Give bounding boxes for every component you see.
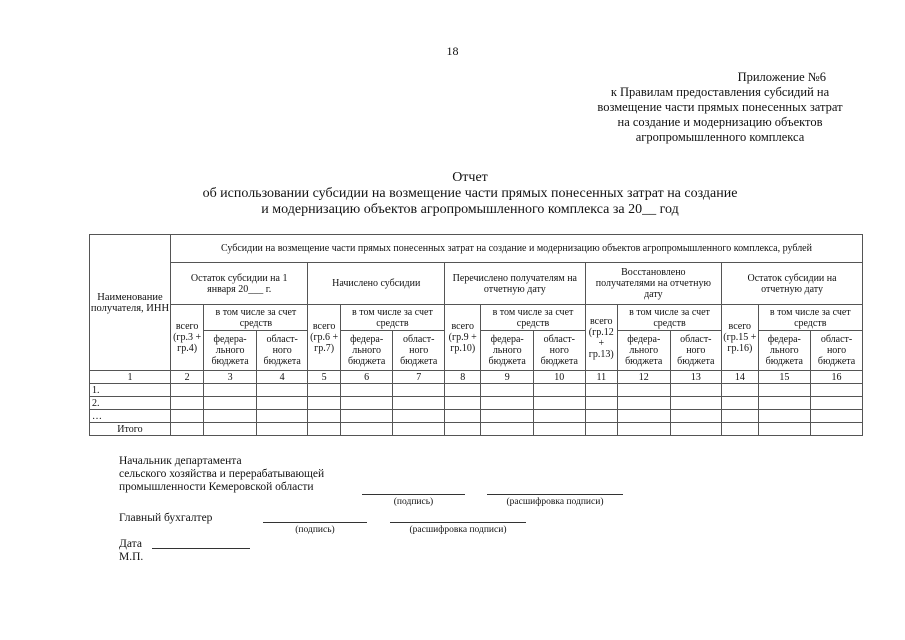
accountant-signature-line (263, 522, 367, 523)
head-signature-caption: (подпись) (393, 497, 434, 507)
header-total: всего (гр.3 + гр.4) (170, 305, 203, 371)
head-title-line: промышленности Кемеровской области (119, 481, 314, 493)
header-federal: федера- льного бюджета (340, 331, 393, 371)
column-number: 2 (170, 371, 203, 384)
appendix-line: агропромышленного комплекса (635, 130, 805, 144)
header-total: всего (гр.6 + гр.7) (308, 305, 340, 371)
appendix-title: Приложение №6 (737, 70, 826, 84)
report-subtitle-line: об использовании субсидии на возмещение части прямых понесенных затрат на создание (202, 186, 738, 201)
accountant-decoding-line (390, 522, 526, 523)
column-number: 1 (90, 371, 171, 384)
column-number: 10 (534, 371, 586, 384)
column-number: 12 (617, 371, 670, 384)
report-title: Отчет (452, 170, 488, 185)
head-signature-line (362, 494, 465, 495)
head-title-line: Начальник департамента (119, 455, 242, 467)
header-including: в том числе за счет средств (340, 305, 444, 331)
report-title-block (120, 170, 820, 218)
column-number: 11 (585, 371, 617, 384)
head-title-line: сельского хозяйства и перерабатывающей (119, 468, 325, 480)
row-label: … (90, 410, 171, 423)
column-number: 15 (758, 371, 811, 384)
column-number: 9 (481, 371, 534, 384)
header-total: всего (гр.9 + гр.10) (445, 305, 481, 371)
total-label: Итого (90, 423, 171, 436)
row-label: 1. (90, 384, 171, 397)
column-number: 14 (722, 371, 758, 384)
total-row (90, 423, 863, 436)
header-group-4: Восстановлено получателями на отчетную дату (585, 263, 722, 305)
header-including: в том числе за счет средств (758, 305, 862, 331)
row-label: 2. (90, 397, 171, 410)
column-number: 7 (393, 371, 445, 384)
column-number: 3 (204, 371, 257, 384)
column-number: 6 (340, 371, 393, 384)
report-subtitle-line: и модернизацию объектов агропромышленного комплекса за 20__ год (261, 202, 679, 217)
header-total: всего (гр.15 + гр.16) (722, 305, 758, 371)
header-subsidy-super: Субсидии на возмещение части прямых понесенных затрат на создание и модернизацию объектов агропромышленного комплекса, рублей (170, 235, 862, 263)
subsidy-report-table (89, 234, 863, 436)
accountant-label: Главный бухгалтер (119, 512, 213, 524)
appendix-line: к Правилам предоставления субсидий на (610, 85, 830, 99)
accountant-decoding-caption: (расшифровка подписи) (409, 525, 507, 535)
table-row (90, 410, 863, 423)
column-number: 5 (308, 371, 340, 384)
date-line (152, 548, 250, 549)
header-group-3: Перечислено получателям на отчетную дату (445, 263, 586, 305)
header-regional: област- ного бюджета (256, 331, 308, 371)
header-federal: федера- льного бюджета (758, 331, 811, 371)
accountant-signature-caption: (подпись) (295, 525, 335, 535)
header-recipient: Наименование получателя, ИНН (90, 235, 171, 371)
column-number: 8 (445, 371, 481, 384)
header-including: в том числе за счет средств (481, 305, 585, 331)
header-group-1: Остаток субсидии на 1 января 20___ г. (170, 263, 308, 305)
column-number-row (90, 371, 863, 384)
header-federal: федера- льного бюджета (204, 331, 257, 371)
head-decoding-caption: (расшифровка подписи) (506, 497, 604, 507)
stamp-label: М.П. (119, 551, 144, 563)
header-regional: област- ного бюджета (534, 331, 586, 371)
header-regional: област- ного бюджета (811, 331, 863, 371)
column-number: 16 (811, 371, 863, 384)
header-including: в том числе за счет средств (204, 305, 308, 331)
page-number: 18 (446, 44, 459, 58)
date-label: Дата (119, 538, 142, 550)
header-federal: федера- льного бюджета (617, 331, 670, 371)
appendix-block (560, 70, 880, 145)
header-group-2: Начислено субсидии (308, 263, 445, 305)
header-group-5: Остаток субсидии на отчетную дату (722, 263, 863, 305)
column-number: 4 (256, 371, 308, 384)
appendix-line: на создание и модернизацию объектов (617, 115, 823, 129)
header-regional: област- ного бюджета (670, 331, 722, 371)
header-regional: област- ного бюджета (393, 331, 445, 371)
table-row (90, 384, 863, 397)
header-total: всего (гр.12 + гр.13) (585, 305, 617, 371)
table-row (90, 397, 863, 410)
header-federal: федера- льного бюджета (481, 331, 534, 371)
appendix-line: возмещение части прямых понесенных затрат (597, 100, 843, 114)
head-signature-block (119, 455, 324, 494)
head-decoding-line (487, 494, 623, 495)
header-including: в том числе за счет средств (617, 305, 721, 331)
column-number: 13 (670, 371, 722, 384)
